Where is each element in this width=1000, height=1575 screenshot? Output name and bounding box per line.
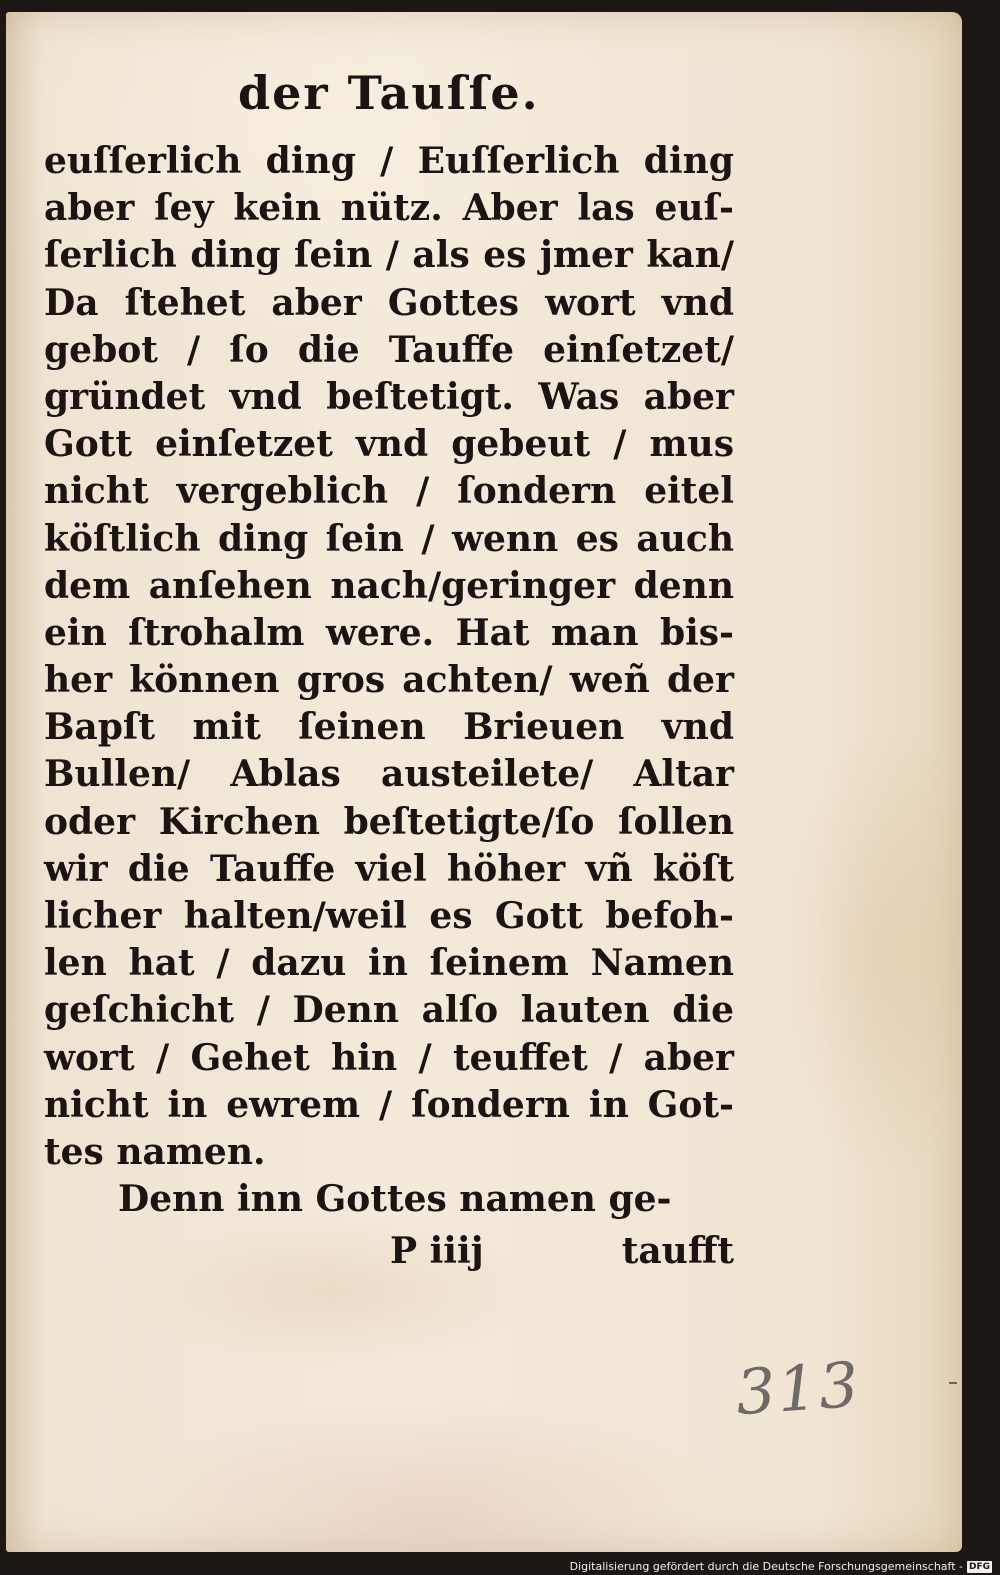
text-line: licher halten/weil es Gott befoh- (44, 895, 734, 937)
signature-mark: P iiij (390, 1230, 484, 1272)
pencil-tick-mark (949, 1382, 957, 1384)
folio-pencil-note: 313 (733, 1347, 863, 1430)
text-line: her können gros achten/ weñ der (44, 659, 734, 702)
text-line: nicht vergeblich / ſondern eitel (44, 470, 734, 513)
dfg-logo: DFG (968, 1561, 990, 1572)
text-line: Bullen/ Ablas austeilete/ Altar (44, 753, 734, 796)
catchword: taufft (621, 1230, 734, 1272)
running-head: der Tauſſe. (238, 66, 540, 120)
credit-text: Digitalisierung gefördert durch die Deutsche Forschungsgemeinschaft - (569, 1560, 963, 1573)
text-line: euſſerlich ding / Euſſerlich ding (44, 140, 734, 182)
body-text (44, 138, 734, 1223)
text-line: geſchicht / Denn alſo lauten die (44, 989, 734, 1032)
text-line: wir die Tauffe viel höher vñ köſt (44, 847, 734, 890)
text-line: ein ſtrohalm were. Hat man bis- (44, 611, 734, 654)
text-line: aber ſey kein nütz. Aber las euſ- (44, 187, 734, 230)
signature-line (44, 1226, 734, 1276)
text-line: gebot / ſo die Tauffe einſetzet/ (44, 328, 734, 371)
text-line: tes namen. (44, 1130, 266, 1173)
text-line: gründet vnd beſtetigt. Was aber (44, 375, 734, 418)
text-line: len hat / dazu in ſeinem Namen (44, 942, 734, 985)
text-line: wort / Gehet hin / teuffet / aber (44, 1036, 734, 1079)
text-line: ſerlich ding ſein / als es jmer kan/ (44, 234, 734, 277)
text-line: dem anſehen nach/geringer denn (44, 564, 734, 607)
text-line: Denn inn Gottes namen ge- (118, 1178, 672, 1221)
digitization-credit (570, 1560, 992, 1573)
text-line: nicht in ewrem / ſondern in Got- (44, 1083, 734, 1126)
book-page (6, 12, 962, 1552)
text-line: Da ſtehet aber Gottes wort vnd (44, 281, 734, 324)
text-line: Bapſt mit ſeinen Brieuen vnd (44, 706, 734, 749)
page-content (44, 12, 784, 1552)
text-line: oder Kirchen beſtetigte/ſo ſollen (44, 800, 734, 843)
text-line: köſtlich ding ſein / wenn es auch (44, 517, 734, 560)
text-line: Gott einſetzet vnd gebeut / mus (44, 423, 734, 466)
